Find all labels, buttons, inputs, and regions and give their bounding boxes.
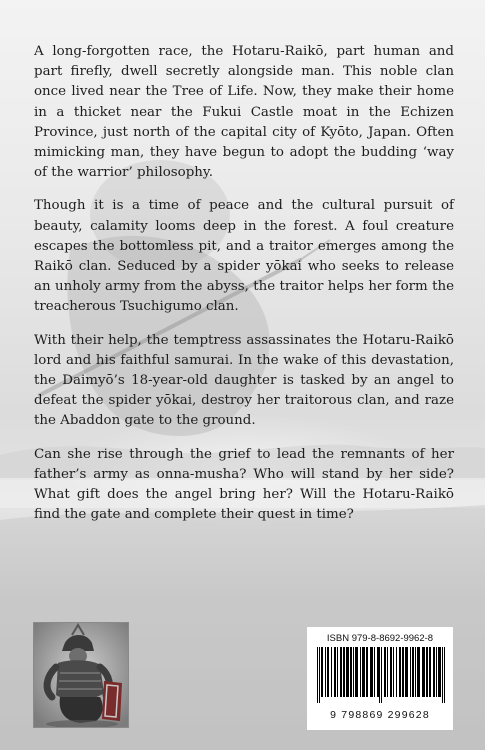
- blurb-paragraph-1: A long-forgotten race, the Hotaru-Raikō, part human and part firefly, dwell secretly alongside man. This noble clan once lived near the Tree of Life. Now, they make their home in a thicket near the Fukui Castle moat in the Echizen Province, just north of the capital city of Kyōto, Japan. Often mimicking man, they have begun to adopt the budding ‘way of the warrior’ philosophy.: [34, 44, 454, 181]
- barcode-bar: [433, 647, 435, 697]
- blurb-paragraph-3: With their help, the temptress assassinates the Hotaru-Raikō lord and his faithful samurai. In the wake of this devastation, the Daimyō’s 18-year-old daughter is tasked by an angel to defeat the spider yōkai, destroy her traitorous clan, and raze the Abaddon gate to the ground.: [34, 332, 454, 429]
- barcode-bar: [377, 647, 379, 697]
- barcode-bar: [317, 647, 318, 703]
- barcode-bar: [393, 647, 394, 697]
- barcode-bar: [438, 647, 441, 697]
- barcode-bar: [340, 647, 342, 697]
- samurai-warrior-thumbnail: [33, 622, 129, 728]
- barcode-bar: [405, 647, 408, 697]
- barcode-bar: [402, 647, 404, 697]
- barcode-bar: [417, 647, 420, 697]
- barcode-box: [307, 627, 453, 730]
- barcode-bar: [321, 647, 323, 697]
- barcode-bar: [390, 647, 392, 697]
- barcode-bar: [442, 647, 443, 703]
- barcode-bar: [412, 647, 414, 697]
- barcode-bar: [337, 647, 338, 697]
- barcode-bar: [366, 647, 368, 697]
- back-cover-blurb: [34, 42, 454, 538]
- barcode-bar: [353, 647, 354, 697]
- barcode-bar: [325, 647, 326, 697]
- barcode-bar: [410, 647, 411, 697]
- samurai-figure-icon: [34, 623, 129, 728]
- barcode-bar: [355, 647, 358, 697]
- barcode-bar: [415, 647, 416, 697]
- barcode-bar: [334, 647, 336, 697]
- ean-digits: 9 798869 299628: [330, 709, 430, 721]
- barcode-bar: [384, 647, 386, 697]
- isbn-label: ISBN 979-8-8692-9962-8: [326, 633, 434, 644]
- barcode-icon: [317, 647, 445, 703]
- blurb-paragraph-4: Can she rise through the grief to lead the remnants of her father’s army as onna-musha? Who will stand by her side? What gift does the angel bring her? Will the Hotaru-Raikō find the gate and complete their quest in time?: [34, 446, 454, 523]
- barcode-bar: [381, 647, 382, 703]
- blurb-paragraph-2: Though it is a time of peace and the cultural pursuit of beauty, calamity looms deep in the forest. A foul creature escapes the bottomless pit, and a traitor emerges among the Raikō clan. Seduced by a spider yōkai who seeks to release an unholy army from the abyss, the traitor helps her form the treacherous Tsuchigumo clan.: [34, 198, 454, 315]
- barcode-bar: [436, 647, 437, 697]
- barcode-bar: [396, 647, 397, 697]
- barcode-bar: [360, 647, 361, 697]
- barcode-bar: [374, 647, 375, 697]
- barcode-bar: [429, 647, 431, 697]
- barcode-bar: [387, 647, 388, 697]
- barcode-bar: [370, 647, 373, 697]
- barcode-bar: [379, 647, 380, 703]
- barcode-bar: [444, 647, 445, 703]
- barcode-bar: [327, 647, 329, 697]
- barcode-bar: [331, 647, 332, 697]
- barcode-bar: [343, 647, 345, 697]
- barcode-bar: [399, 647, 401, 697]
- barcode-bar: [346, 647, 349, 697]
- barcode-bar: [426, 647, 428, 697]
- barcode-bar: [422, 647, 425, 697]
- barcode-bar: [362, 647, 365, 697]
- barcode-bar: [350, 647, 352, 697]
- barcode-bar: [319, 647, 320, 703]
